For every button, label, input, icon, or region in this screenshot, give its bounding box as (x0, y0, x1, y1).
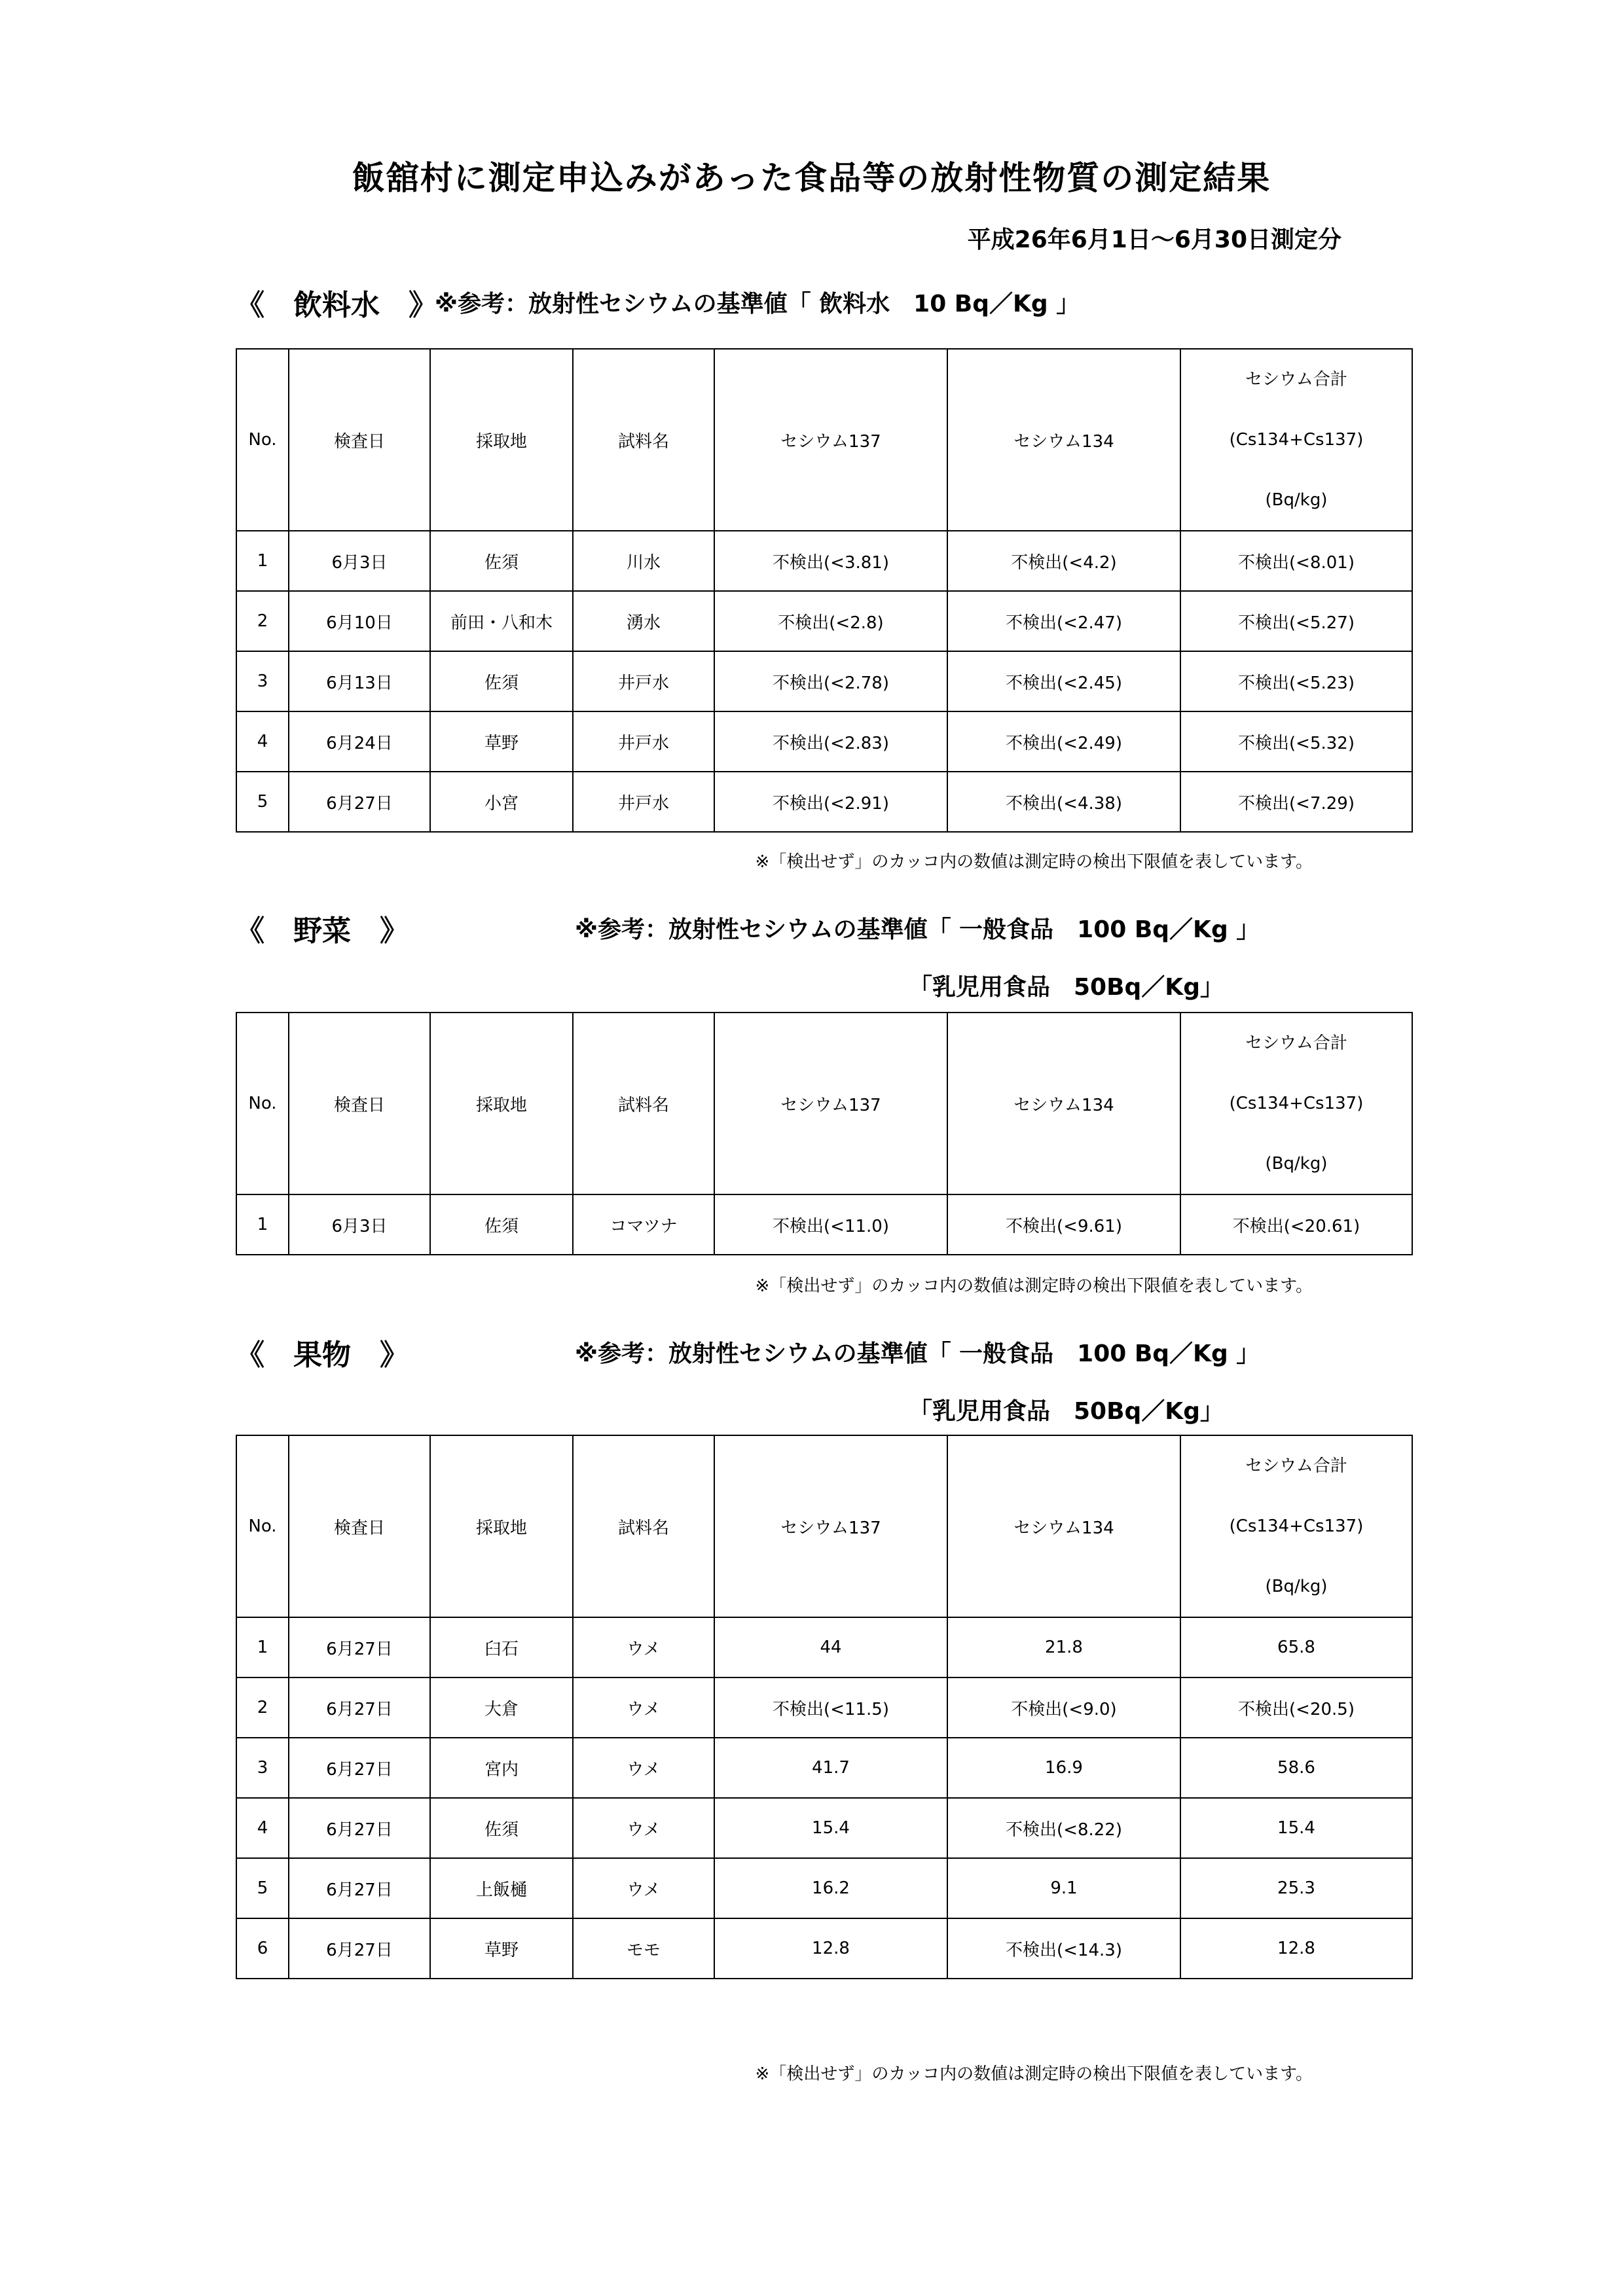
table-row (236, 1194, 1412, 1255)
cell-date: 6月3日 (289, 531, 430, 591)
table-row (236, 1617, 1412, 1677)
cell-date: 6月27日 (289, 1677, 430, 1738)
cell-no: 2 (236, 1677, 289, 1738)
cell-total: 15.4 (1180, 1798, 1412, 1858)
cell-cs134: 不検出(<2.47) (947, 591, 1180, 651)
cell-cs134: 16.9 (947, 1738, 1180, 1798)
cell-date: 6月13日 (289, 651, 430, 711)
cell-cs137: 不検出(<11.0) (714, 1194, 947, 1255)
header-cs134: セシウム134 (947, 349, 1180, 531)
cell-no: 5 (236, 1858, 289, 1918)
header-cs137: セシウム137 (714, 1013, 947, 1194)
cell-cs134: 不検出(<14.3) (947, 1918, 1180, 1979)
section-reference-drinking-water: ※参考：放射性セシウムの基準値「 飲料水 10 Bq／Kg 」 (435, 291, 1080, 317)
header-total-total-line2: (Cs134+Cs137) (1229, 1516, 1364, 1536)
header-no: No. (236, 349, 289, 531)
cell-cs137: 41.7 (714, 1738, 947, 1798)
header-total-total-line1: セシウム合計 (1245, 1033, 1347, 1053)
header-date: 検査日 (289, 349, 430, 531)
cell-total: 25.3 (1180, 1858, 1412, 1918)
cell-date: 6月10日 (289, 591, 430, 651)
header-place: 採取地 (430, 349, 573, 531)
cell-cs134: 不検出(<4.2) (947, 531, 1180, 591)
table-row (236, 591, 1412, 651)
cell-cs137: 12.8 (714, 1918, 947, 1979)
results-table-fruits (236, 1435, 1413, 1979)
cell-cs134: 不検出(<9.0) (947, 1677, 1180, 1738)
cell-total: 不検出(<7.29) (1180, 772, 1412, 832)
cell-date: 6月27日 (289, 1858, 430, 1918)
header-total (1180, 1013, 1412, 1194)
table-header-row (236, 1435, 1412, 1617)
cell-total: 不検出(<8.01) (1180, 531, 1412, 591)
header-sample: 試料名 (573, 1013, 714, 1194)
section-reference-fruits: ※参考：放射性セシウムの基準値「 一般食品 100 Bq／Kg 」 (575, 1340, 1260, 1367)
header-total-total-line3: (Bq/kg) (1265, 490, 1328, 510)
cell-cs137: 15.4 (714, 1798, 947, 1858)
cell-date: 6月24日 (289, 711, 430, 772)
cell-cs137: 不検出(<2.91) (714, 772, 947, 832)
header-total-total-line3: (Bq/kg) (1265, 1577, 1328, 1596)
cell-no: 3 (236, 1738, 289, 1798)
table-row (236, 1798, 1412, 1858)
header-sample: 試料名 (573, 1435, 714, 1617)
cell-total: 不検出(<20.5) (1180, 1677, 1412, 1738)
cell-cs134: 不検出(<9.61) (947, 1194, 1180, 1255)
table-row (236, 711, 1412, 772)
cell-sample: ウメ (573, 1617, 714, 1677)
cell-place: 佐須 (430, 531, 573, 591)
section-heading-fruits: 《 果物 》 (236, 1338, 409, 1372)
section-note-drinking-water: ※「検出せず」のカッコ内の数値は測定時の検出下限値を表しています。 (755, 852, 1313, 872)
cell-place: 草野 (430, 711, 573, 772)
table-row (236, 772, 1412, 832)
cell-no: 1 (236, 531, 289, 591)
section-note-vegetables: ※「検出せず」のカッコ内の数値は測定時の検出下限値を表しています。 (755, 1276, 1313, 1296)
cell-place: 佐須 (430, 1798, 573, 1858)
table-row (236, 1738, 1412, 1798)
cell-sample: ウメ (573, 1798, 714, 1858)
cell-total: 58.6 (1180, 1738, 1412, 1798)
section-reference-vegetables: ※参考：放射性セシウムの基準値「 一般食品 100 Bq／Kg 」 (575, 916, 1260, 943)
cell-cs134: 不検出(<2.45) (947, 651, 1180, 711)
section-reference-infant-vegetables: 「乳児用食品 50Bq／Kg」 (909, 974, 1224, 1001)
cell-cs134: 不検出(<2.49) (947, 711, 1180, 772)
cell-sample: コマツナ (573, 1194, 714, 1255)
header-cs134: セシウム134 (947, 1435, 1180, 1617)
cell-total: 65.8 (1180, 1617, 1412, 1677)
cell-total: 不検出(<5.27) (1180, 591, 1412, 651)
cell-total: 12.8 (1180, 1918, 1412, 1979)
cell-place: 宮内 (430, 1738, 573, 1798)
cell-no: 5 (236, 772, 289, 832)
cell-cs134: 9.1 (947, 1858, 1180, 1918)
cell-total: 不検出(<5.23) (1180, 651, 1412, 711)
cell-cs137: 不検出(<2.8) (714, 591, 947, 651)
table-row (236, 1677, 1412, 1738)
header-total-total-line3: (Bq/kg) (1265, 1154, 1328, 1174)
section-heading-vegetables: 《 野菜 》 (236, 914, 409, 948)
section-note-fruits: ※「検出せず」のカッコ内の数値は測定時の検出下限値を表しています。 (755, 2064, 1313, 2084)
cell-date: 6月27日 (289, 1798, 430, 1858)
cell-cs137: 16.2 (714, 1858, 947, 1918)
table-row (236, 651, 1412, 711)
header-total-total-line1: セシウム合計 (1245, 1456, 1347, 1476)
cell-date: 6月27日 (289, 1738, 430, 1798)
header-cs137: セシウム137 (714, 349, 947, 531)
cell-place: 佐須 (430, 651, 573, 711)
header-no: No. (236, 1013, 289, 1194)
table-row (236, 1918, 1412, 1979)
cell-total: 不検出(<20.61) (1180, 1194, 1412, 1255)
cell-sample: ウメ (573, 1858, 714, 1918)
header-place: 採取地 (430, 1435, 573, 1617)
cell-sample: 井戸水 (573, 711, 714, 772)
cell-place: 佐須 (430, 1194, 573, 1255)
cell-place: 大倉 (430, 1677, 573, 1738)
cell-place: 草野 (430, 1918, 573, 1979)
cell-cs137: 不検出(<3.81) (714, 531, 947, 591)
header-place: 採取地 (430, 1013, 573, 1194)
header-no: No. (236, 1435, 289, 1617)
cell-cs137: 不検出(<2.83) (714, 711, 947, 772)
cell-place: 小宮 (430, 772, 573, 832)
cell-cs134: 不検出(<8.22) (947, 1798, 1180, 1858)
cell-no: 1 (236, 1617, 289, 1677)
table-header-row (236, 349, 1412, 531)
cell-sample: 井戸水 (573, 772, 714, 832)
header-total-total-line1: セシウム合計 (1245, 370, 1347, 389)
cell-no: 4 (236, 1798, 289, 1858)
cell-sample: ウメ (573, 1738, 714, 1798)
cell-sample: モモ (573, 1918, 714, 1979)
cell-no: 2 (236, 591, 289, 651)
table-row (236, 1858, 1412, 1918)
section-reference-infant-fruits: 「乳児用食品 50Bq／Kg」 (909, 1398, 1224, 1425)
cell-no: 6 (236, 1918, 289, 1979)
header-date: 検査日 (289, 1013, 430, 1194)
header-sample: 試料名 (573, 349, 714, 531)
header-total (1180, 349, 1412, 531)
cell-cs137: 不検出(<11.5) (714, 1677, 947, 1738)
cell-cs134: 21.8 (947, 1617, 1180, 1677)
cell-no: 1 (236, 1194, 289, 1255)
cell-place: 臼石 (430, 1617, 573, 1677)
header-total-total-line2: (Cs134+Cs137) (1229, 1094, 1364, 1113)
measurement-period: 平成26年6月1日～6月30日測定分 (967, 226, 1341, 253)
cell-date: 6月27日 (289, 772, 430, 832)
header-cs137: セシウム137 (714, 1435, 947, 1617)
header-cs134: セシウム134 (947, 1013, 1180, 1194)
header-total (1180, 1435, 1412, 1617)
cell-cs137: 不検出(<2.78) (714, 651, 947, 711)
header-date: 検査日 (289, 1435, 430, 1617)
cell-total: 不検出(<5.32) (1180, 711, 1412, 772)
cell-no: 4 (236, 711, 289, 772)
cell-date: 6月27日 (289, 1918, 430, 1979)
cell-place: 前田・八和木 (430, 591, 573, 651)
cell-no: 3 (236, 651, 289, 711)
cell-sample: 井戸水 (573, 651, 714, 711)
cell-sample: ウメ (573, 1677, 714, 1738)
cell-cs137: 44 (714, 1617, 947, 1677)
cell-sample: 湧水 (573, 591, 714, 651)
results-table-vegetables (236, 1012, 1413, 1255)
cell-place: 上飯樋 (430, 1858, 573, 1918)
cell-date: 6月3日 (289, 1194, 430, 1255)
page-title: 飯舘村に測定申込みがあった食品等の放射性物質の測定結果 (352, 159, 1271, 197)
cell-date: 6月27日 (289, 1617, 430, 1677)
results-table-drinking-water (236, 348, 1413, 833)
cell-cs134: 不検出(<4.38) (947, 772, 1180, 832)
cell-sample: 川水 (573, 531, 714, 591)
section-heading-drinking-water: 《 飲料水 》 (236, 289, 437, 322)
table-header-row (236, 1013, 1412, 1194)
table-row (236, 531, 1412, 591)
header-total-total-line2: (Cs134+Cs137) (1229, 430, 1364, 450)
